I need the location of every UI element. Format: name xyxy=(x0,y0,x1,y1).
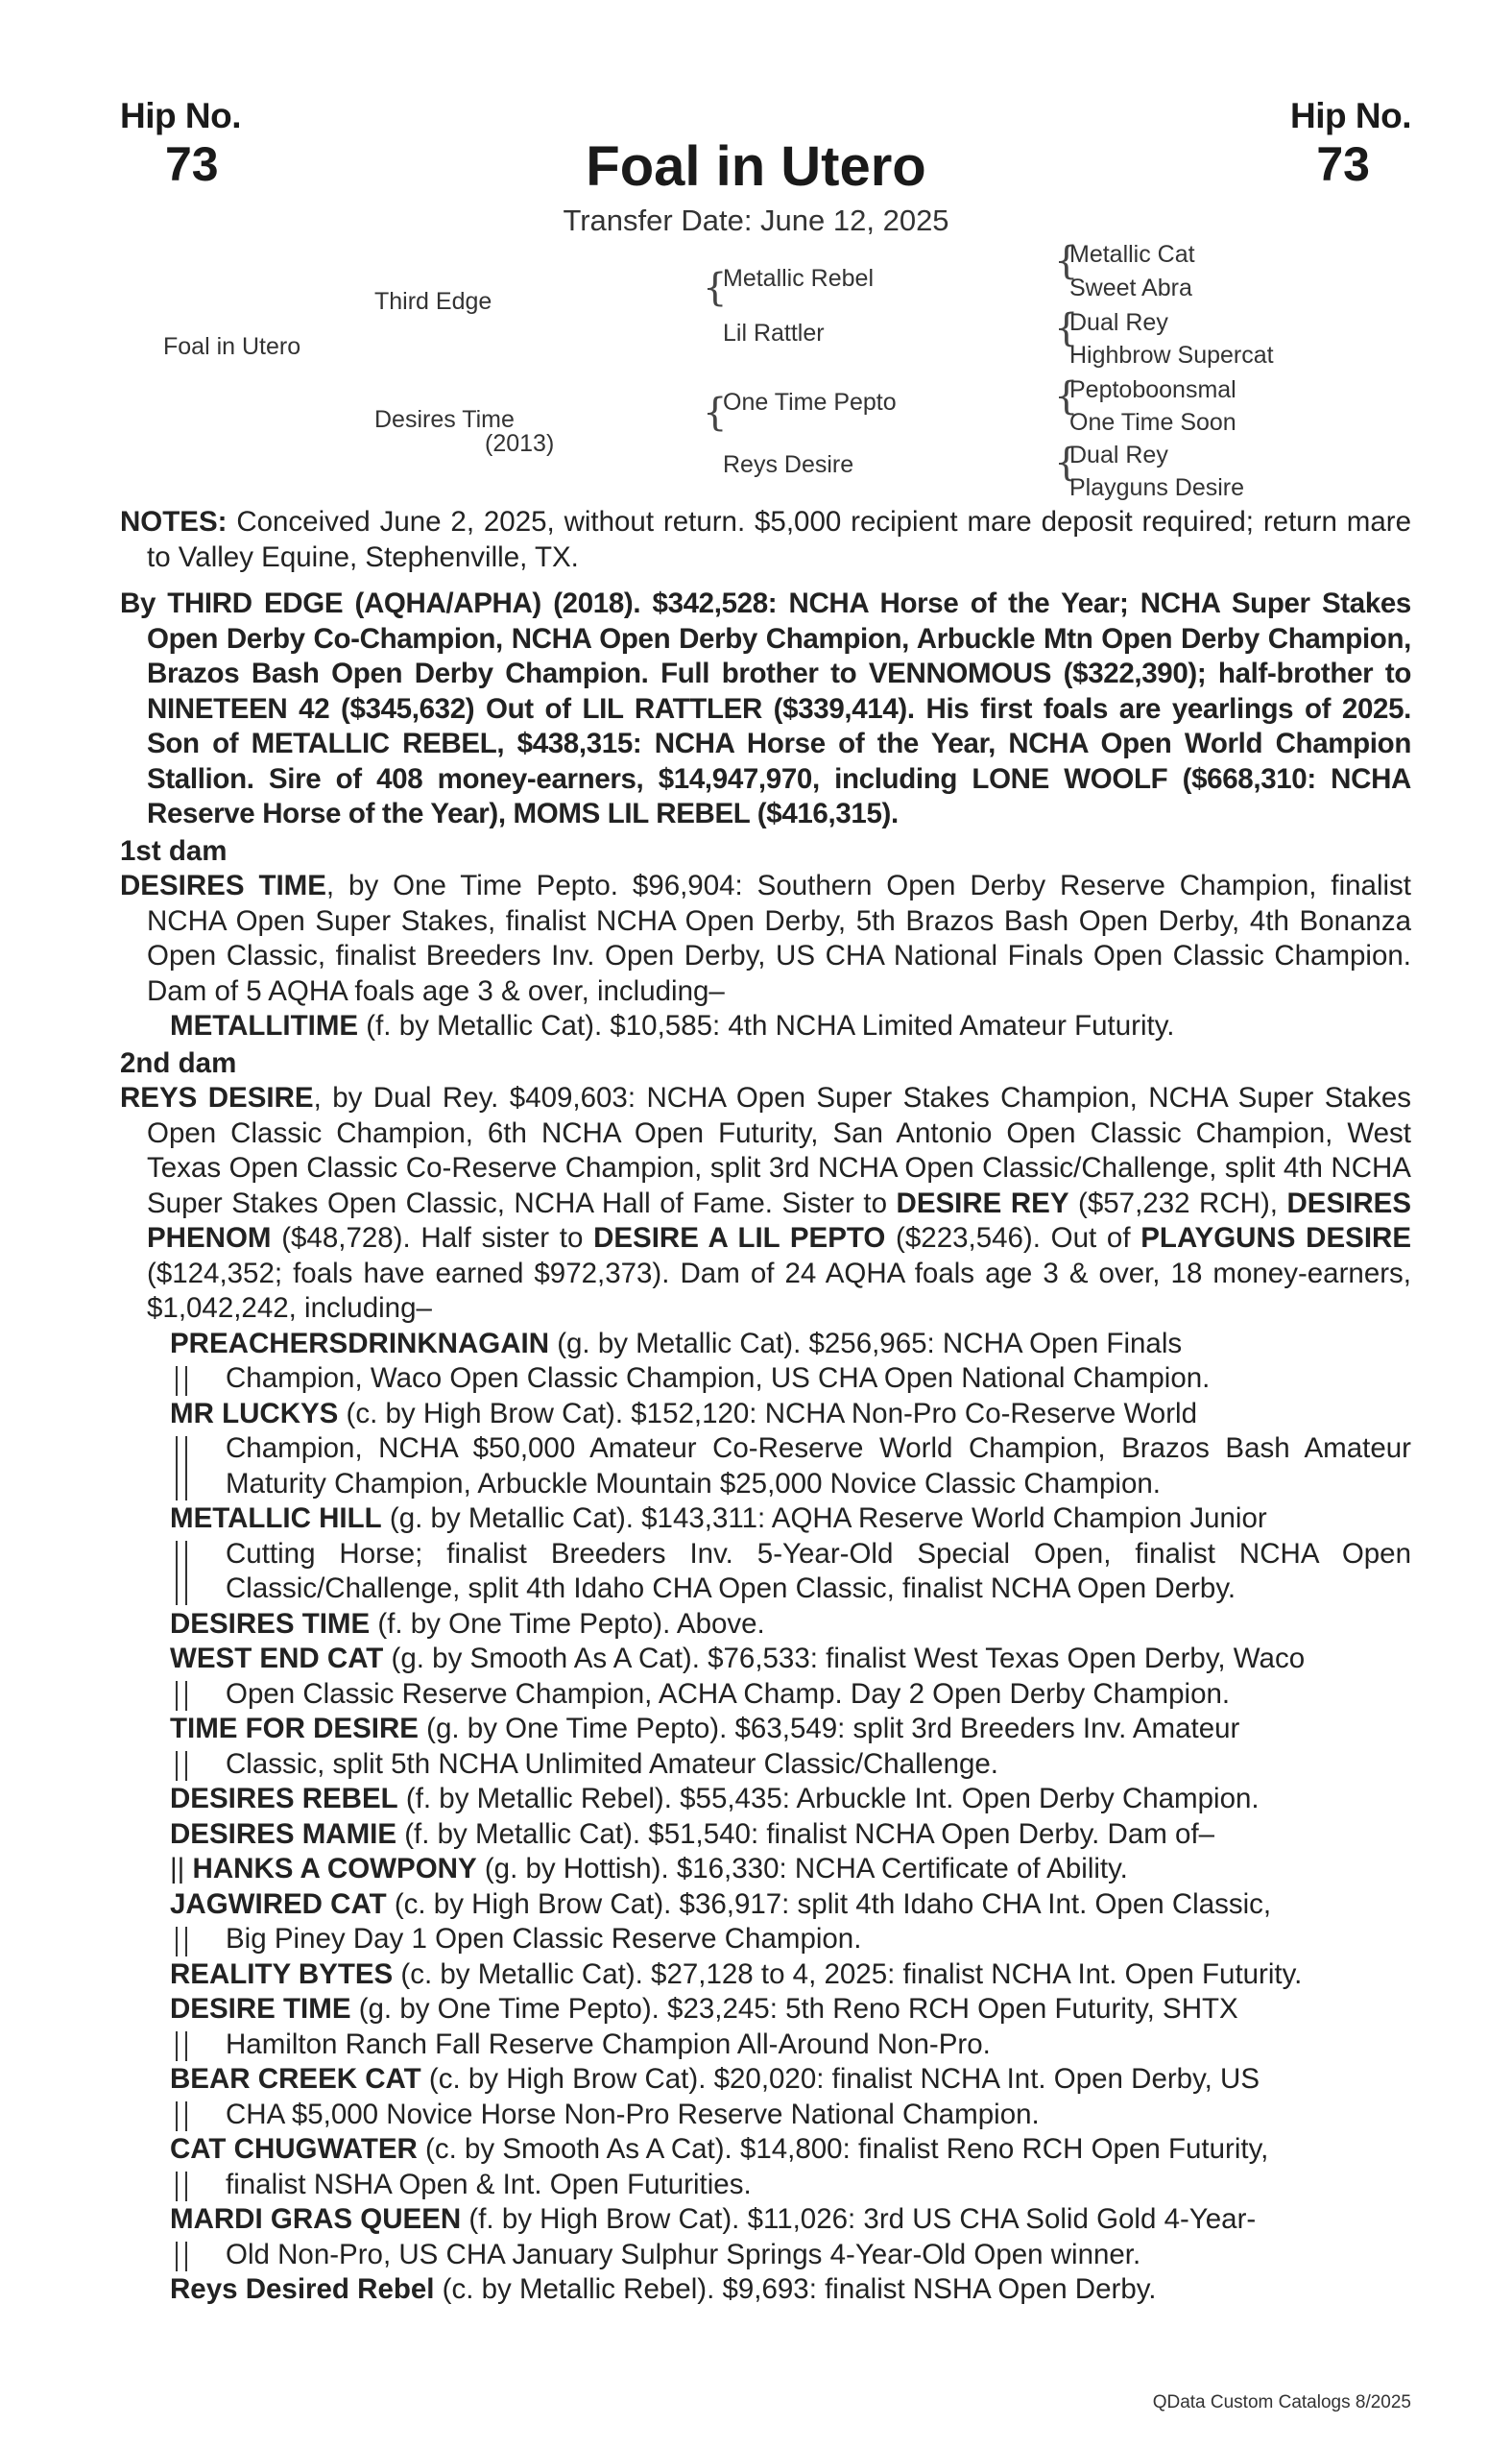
produce-name: DESIRE TIME xyxy=(170,1993,351,2025)
produce-text: (f. by Metallic Cat). $51,540: finalist NCHA Open Derby. Dam of– xyxy=(396,1817,1215,1850)
page-title: Foal in Utero xyxy=(586,135,926,198)
produce-name: DESIRES REBEL xyxy=(170,1783,398,1814)
pedigree-subject: Foal in Utero xyxy=(163,333,301,360)
brace-icon: { xyxy=(1054,306,1079,350)
continuation-bar xyxy=(176,2101,187,2131)
produce-text-continued: Open Classic Reserve Champion, ACHA Champ. Day 2 Open Derby Champion. xyxy=(226,1677,1231,1710)
notes-label: NOTES: xyxy=(120,506,228,538)
produce-name: WEST END CAT xyxy=(170,1643,384,1674)
produce-text: (c. by High Brow Cat). $36,917: split 4th Idaho CHA Int. Open Classic, xyxy=(386,1887,1272,1920)
pedigree-g2: Sweet Abra xyxy=(1069,275,1192,301)
produce-name: REALITY BYTES xyxy=(170,1957,394,1990)
produce-entry xyxy=(120,1957,1411,1993)
second-dam-text: , by Dual Rey. $409,603: NCHA Open Super Stakes Champion, NCHA Super Stakes Open Classic Champion, 6th NCHA Open Futurity, San Antonio Open Classic Champion, West Texas Open Classic Co-Reserve Champion, split 3rd NCHA Open Classic/Challenge, split 4th NCHA Super Stakes Open Classic, NCHA Hall of Fame. Sister to xyxy=(147,1082,1411,1219)
pedigree-sire-sire: Metallic Rebel xyxy=(723,265,875,292)
second-dam-text: ($124,352; foals have earned $972,373). Dam of 24 AQHA foals age 3 & over, 18 money-earners, $1,042,242, including– xyxy=(147,1257,1411,1324)
produce-text-continued: CHA $5,000 Novice Horse Non-Pro Reserve National Champion. xyxy=(226,2098,1040,2130)
produce-text: (f. by Metallic Rebel). $55,435: Arbuckle Int. Open Derby Champion. xyxy=(397,1783,1260,1814)
brace-icon: { xyxy=(703,391,728,435)
hip-number-left: 73 xyxy=(165,137,219,191)
granddam-name: PLAYGUNS DESIRE xyxy=(1140,1222,1411,1254)
pedigree-g5: Peptoboonsmal xyxy=(1069,376,1236,403)
produce-text: (c. by Metallic Rebel). $9,693: finalist NSHA Open Derby. xyxy=(434,2273,1157,2305)
produce-entry xyxy=(120,1642,1411,1712)
produce-list xyxy=(120,1327,1411,2308)
pedigree-g7: Dual Rey xyxy=(1069,442,1168,468)
first-dam-name: DESIRES TIME xyxy=(120,870,326,901)
continuation-bar xyxy=(176,1541,187,1605)
hip-number-right: 73 xyxy=(1316,137,1370,191)
produce-name: MARDI GRAS QUEEN xyxy=(170,2203,462,2235)
produce-text: (f. by High Brow Cat). $11,026: 3rd US CHA Solid Gold 4-Year- xyxy=(461,2203,1257,2235)
first-dam-heading: 1st dam xyxy=(120,834,228,867)
pedigree-g4: Highbrow Supercat xyxy=(1069,342,1274,369)
pedigree-dam-dam: Reys Desire xyxy=(723,451,854,478)
first-dam-produce xyxy=(120,1009,1411,1044)
continuation-bar xyxy=(176,1681,187,1711)
sibling-name: DESIRE A LIL PEPTO xyxy=(593,1222,886,1254)
continuation-bar xyxy=(176,2242,187,2271)
produce-entry xyxy=(120,2272,1411,2308)
produce-text: (g. by Smooth As A Cat). $76,533: finalist West Texas Open Derby, Waco xyxy=(383,1643,1306,1674)
produce-name: BEAR CREEK CAT xyxy=(170,2063,421,2095)
first-dam-produce-name: METALLITIME xyxy=(170,1010,359,1042)
first-dam-paragraph xyxy=(120,869,1411,1009)
produce-name: METALLIC HILL xyxy=(170,1502,382,1534)
continuation-bar xyxy=(176,1366,187,1396)
produce-entry xyxy=(120,1397,1411,1502)
produce-sub-entry xyxy=(170,1852,1411,1887)
produce-sub-marker: || xyxy=(170,1853,193,1884)
continuation-bar xyxy=(176,2172,187,2201)
produce-entry xyxy=(120,1887,1411,1957)
produce-text: (g. by Metallic Cat). $256,965: NCHA Open Finals xyxy=(549,1327,1183,1359)
produce-text-continued: Hamilton Ranch Fall Reserve Champion All-Around Non-Pro. xyxy=(226,2028,991,2060)
produce-text: (c. by Smooth As A Cat). $14,800: finalist Reno RCH Open Futurity, xyxy=(417,2133,1269,2165)
produce-entry xyxy=(120,1712,1411,1782)
continuation-bar xyxy=(176,2031,187,2061)
produce-name: TIME FOR DESIRE xyxy=(170,1713,419,1744)
produce-entry xyxy=(120,2132,1411,2202)
produce-entry xyxy=(120,2202,1411,2272)
brace-icon: { xyxy=(1054,239,1079,283)
pedigree-dam: Desires Time xyxy=(374,406,515,433)
continuation-bar xyxy=(176,1436,187,1500)
produce-text-continued: Champion, Waco Open Classic Champion, US CHA Open National Champion. xyxy=(226,1362,1211,1394)
first-dam-text: , by One Time Pepto. $96,904: Southern Open Derby Reserve Champion, finalist NCHA Open Super Stakes, finalist NCHA Open Derby, 5th Brazos Bash Open Derby, 4th Bonanza Open Classic, finalist Breeders Inv. Open Derby, US CHA National Finals Open Classic Champion. Dam of 5 AQHA foals age 3 & over, including– xyxy=(147,870,1411,1007)
second-dam-paragraph xyxy=(120,1081,1411,1327)
produce-sub-name: HANKS A COWPONY xyxy=(192,1853,477,1884)
footer-credit: QData Custom Catalogs 8/2025 xyxy=(1152,2392,1411,2412)
hip-label-left: Hip No. xyxy=(120,96,241,135)
produce-entry xyxy=(120,1501,1411,1607)
produce-text-continued: finalist NSHA Open & Int. Open Futurities. xyxy=(226,2168,752,2200)
notes-text: Conceived June 2, 2025, without return. $5,000 recipient mare deposit required; return mare to Valley Equine, Stephenville, TX. xyxy=(147,506,1411,573)
produce-text: (g. by One Time Pepto). $23,245: 5th Reno RCH Open Futurity, SHTX xyxy=(350,1993,1238,2025)
notes xyxy=(120,505,1411,575)
produce-entry xyxy=(120,1782,1411,1817)
pedigree-dam-year: (2013) xyxy=(485,430,555,457)
produce-text-continued: Old Non-Pro, US CHA January Sulphur Springs 4-Year-Old Open winner. xyxy=(226,2238,1141,2270)
produce-sub-text: (g. by Hottish). $16,330: NCHA Certificate of Ability. xyxy=(476,1853,1128,1884)
produce-entry xyxy=(120,1992,1411,2062)
brace-icon: { xyxy=(703,266,728,310)
continuation-bar xyxy=(176,1751,187,1781)
produce-name: Reys Desired Rebel xyxy=(170,2273,435,2305)
sibling-name: DESIRE REY xyxy=(896,1187,1069,1219)
catalog-body xyxy=(120,505,1411,2308)
transfer-date: Transfer Date: June 12, 2025 xyxy=(563,204,949,237)
produce-text-continued: Champion, NCHA $50,000 Amateur Co-Reserve World Champion, Brazos Bash Amateur Maturity Champion, Arbuckle Mountain $25,000 Novice Classic Champion. xyxy=(226,1432,1411,1500)
pedigree-dam-sire: One Time Pepto xyxy=(723,389,897,416)
second-dam-text: ($223,546). Out of xyxy=(885,1222,1141,1254)
produce-text: (g. by Metallic Cat). $143,311: AQHA Reserve World Champion Junior xyxy=(381,1502,1267,1534)
sire-paragraph: By THIRD EDGE (AQHA/APHA) (2018). $342,528: NCHA Horse of the Year; NCHA Super Stakes Open Derby Co-Champion, NCHA Open Derby Champion, Arbuckle Mtn Open Derby Champion, Brazos Bash Open Derby Champion. Full brother to VENNOMOUS ($322,390); half-brother to NINETEEN 42 ($345,632) Out of LIL RATTLER ($339,414). His first foals are yearlings of 2025. Son of METALLIC REBEL, $438,315: NCHA Horse of the Year, NCHA Open World Champion Stallion. Sire of 408 money-earners, $14,947,970, including LONE WOOLF ($668,310: NCHA Reserve Horse of the Year), MOMS LIL REBEL ($416,315). xyxy=(120,588,1411,829)
second-dam-name: REYS DESIRE xyxy=(120,1082,314,1114)
produce-text: (c. by High Brow Cat). $152,120: NCHA Non-Pro Co-Reserve World xyxy=(338,1397,1197,1429)
produce-name: MR LUCKYS xyxy=(170,1397,339,1429)
sibling-name: DESIRES PHENOM xyxy=(147,1187,1411,1254)
produce-text-continued: Classic, split 5th NCHA Unlimited Amateur Classic/Challenge. xyxy=(226,1747,998,1780)
produce-entry xyxy=(120,1607,1411,1643)
produce-entry xyxy=(120,1327,1411,1397)
brace-icon: { xyxy=(1054,441,1079,485)
second-dam-heading: 2nd dam xyxy=(120,1046,237,1079)
continuation-bar xyxy=(176,1927,187,1956)
pedigree-sire: Third Edge xyxy=(374,288,492,315)
produce-name: CAT CHUGWATER xyxy=(170,2133,418,2165)
pedigree-g6: One Time Soon xyxy=(1069,409,1236,436)
produce-text-continued: Cutting Horse; finalist Breeders Inv. 5-Year-Old Special Open, finalist NCHA Open Classic/Challenge, split 4th Idaho CHA Open Classic, finalist NCHA Open Derby. xyxy=(226,1537,1411,1604)
produce-text-continued: Big Piney Day 1 Open Classic Reserve Champion. xyxy=(226,1923,862,1955)
produce-name: JAGWIRED CAT xyxy=(170,1887,387,1920)
produce-text: (c. by Metallic Cat). $27,128 to 4, 2025: finalist NCHA Int. Open Futurity. xyxy=(393,1957,1303,1990)
brace-icon: { xyxy=(1054,374,1079,419)
produce-text: (g. by One Time Pepto). $63,549: split 3rd Breeders Inv. Amateur xyxy=(418,1713,1240,1744)
second-dam-text: ($57,232 RCH), xyxy=(1068,1187,1287,1219)
pedigree-g3: Dual Rey xyxy=(1069,309,1168,336)
produce-entry xyxy=(120,2062,1411,2132)
pedigree-g8: Playguns Desire xyxy=(1069,474,1245,501)
produce-name: DESIRES TIME xyxy=(170,1607,371,1640)
pedigree-sire-dam: Lil Rattler xyxy=(723,320,825,347)
produce-name: PREACHERSDRINKNAGAIN xyxy=(170,1327,549,1359)
first-dam-produce-text: (f. by Metallic Cat). $10,585: 4th NCHA Limited Amateur Futurity. xyxy=(358,1010,1175,1042)
pedigree-g1: Metallic Cat xyxy=(1069,241,1195,268)
produce-text: (c. by High Brow Cat). $20,020: finalist NCHA Int. Open Derby, US xyxy=(420,2063,1260,2095)
produce-text: (f. by One Time Pepto). Above. xyxy=(370,1607,765,1640)
produce-name: DESIRES MAMIE xyxy=(170,1817,397,1850)
produce-entry xyxy=(120,1817,1411,1887)
hip-label-right: Hip No. xyxy=(1290,96,1411,135)
second-dam-text: ($48,728). Half sister to xyxy=(271,1222,594,1254)
